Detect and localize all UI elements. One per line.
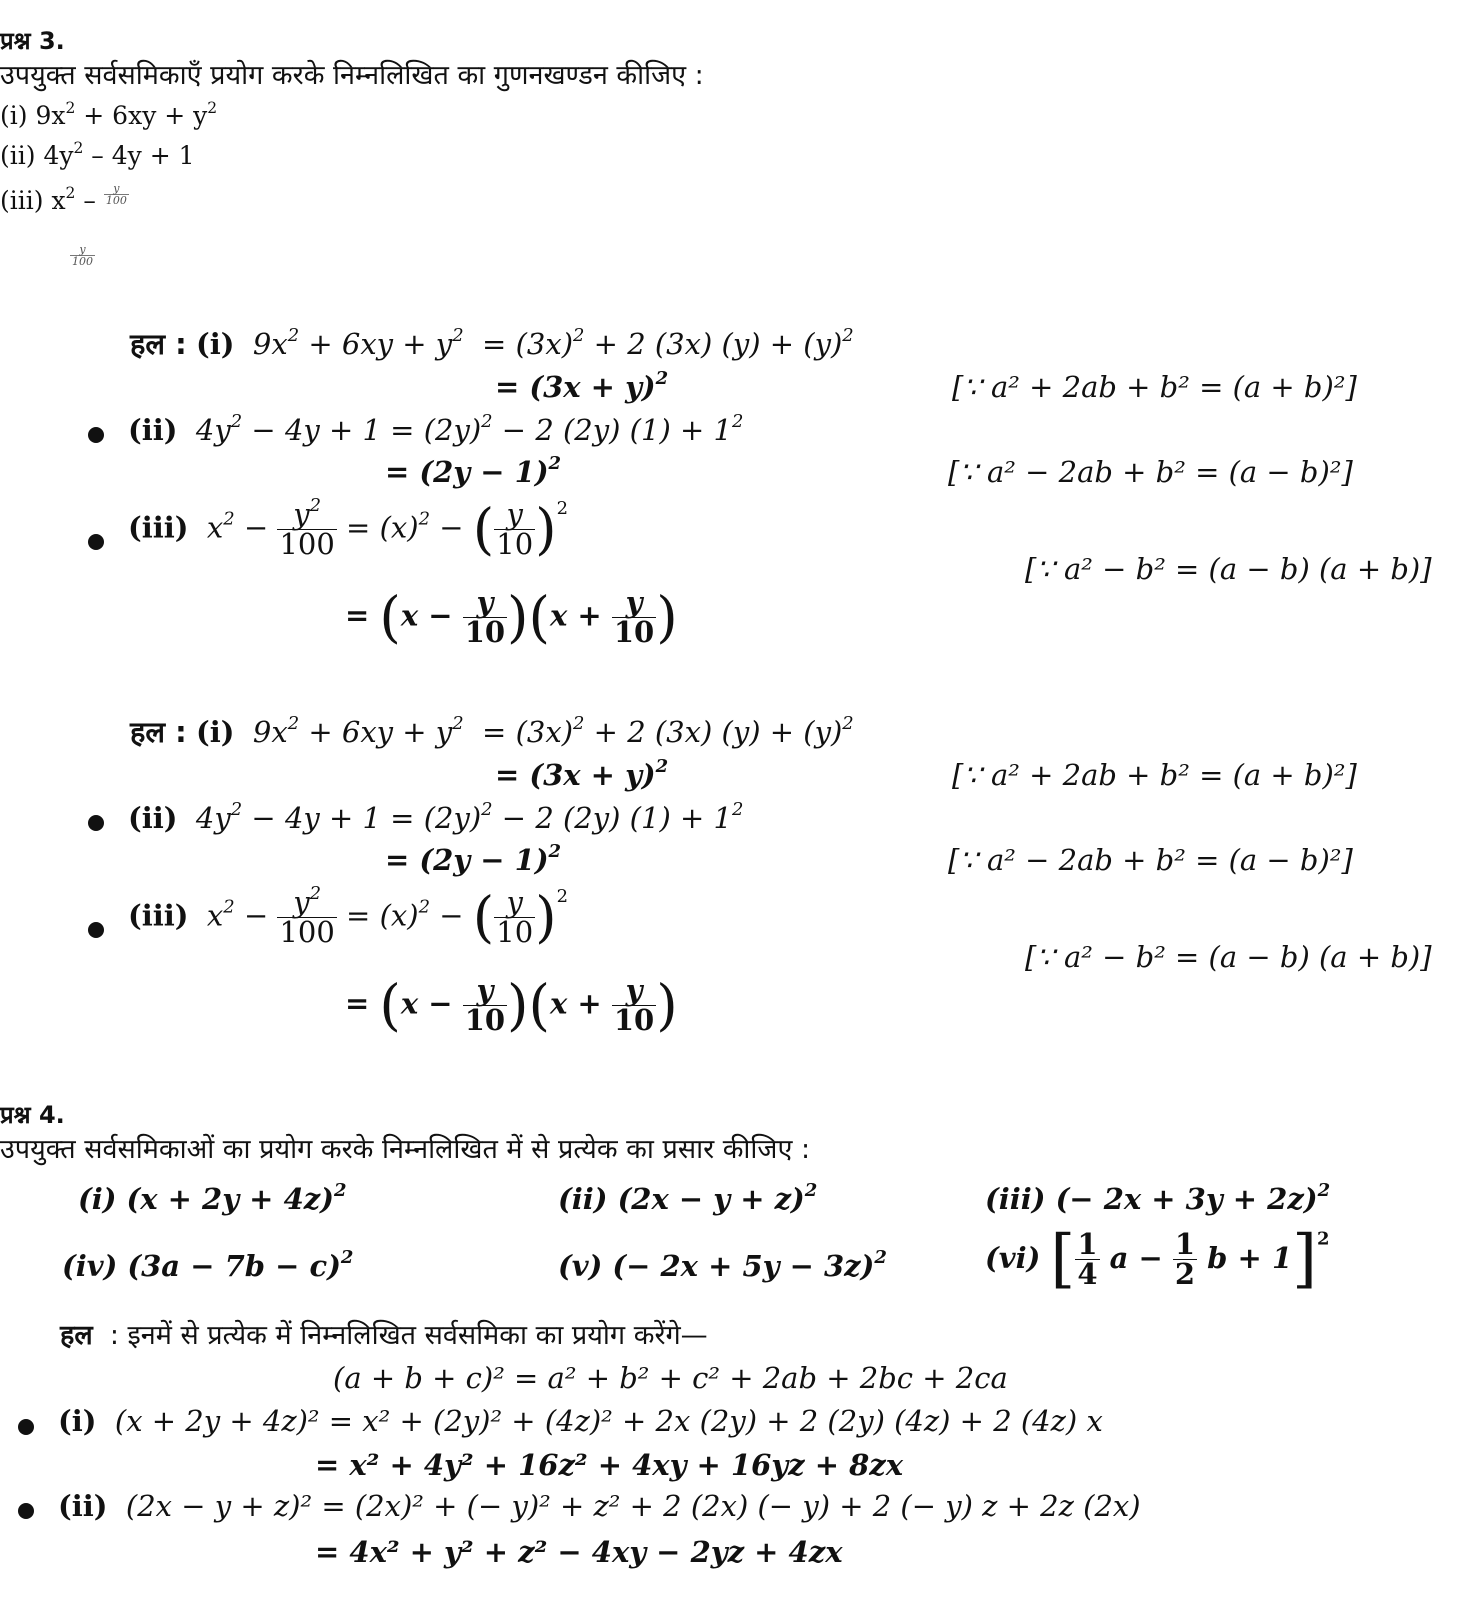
q3-identity-3: [∵ a² − b² = (a − b) (a + b)] <box>1025 552 1432 586</box>
q4-item-iv: (iv) $(3a - 7b - c)^2$ <box>62 1247 354 1283</box>
q4-item-v: (v) (− 2x + 5y − 3z)$^2$ <box>558 1247 887 1283</box>
q3-problem-iii: (iii) $x^2$ – $\frac{y}{100}$ <box>0 182 127 215</box>
q3-sol-ii-line2: = $(2y - 1)^2$ <box>385 453 562 489</box>
bullet-icon <box>88 534 104 550</box>
q3-sol-ii-line2: = $(2y - 1)^2$ <box>385 841 562 877</box>
q4-sol-i-line2: = x² + 4y² + 16z² + 4xy + 16yz + 8zx <box>315 1448 904 1482</box>
q4-item-ii: (ii) $(2x - y + z)^2$ <box>558 1180 818 1216</box>
q4-heading: प्रश्न 4. <box>0 1101 65 1129</box>
q3-sol-iii-line1: (iii) $x^2$ − $\frac{y^2}{100}$ = $(x)^2$ − ( $\frac{y}{10}$ )$^2$ <box>128 495 569 561</box>
q3-sol-ii-line1: (ii) $4y^2 - 4y + 1 = (2y)^2 - 2$ (2y) $(1) + 1^2$ <box>128 799 744 835</box>
q4-solution-intro: हल : इनमें से प्रत्येक में निम्नलिखित सर्वसमिका का प्रयोग करेंगे— <box>60 1320 708 1351</box>
q3-sol-i-line2: = $(3x + y)^2$ <box>495 756 669 792</box>
q4-item-i: (i) $(x + 2y + 4z)^2$ <box>78 1180 347 1216</box>
bullet-icon <box>88 815 104 831</box>
q3-identity-2: [∵ a² − 2ab + b² = (a − b)²] <box>948 455 1353 489</box>
q3-identity-3: [∵ a² − b² = (a − b) (a + b)] <box>1025 940 1432 974</box>
q4-sol-i-line1: (i) (x + 2y + 4z)² = x² + (2y)² + (4z)² + 2x (2y) + 2 (2y) (4z) + 2 (4z) x <box>58 1404 1103 1438</box>
q4-item-vi: (vi) [ $\frac{1}{4}$ a − $\frac{1}{2}$ b + 1]$^2$ <box>985 1222 1330 1296</box>
q3-question: उपयुक्त सर्वसमिकाएँ प्रयोग करके निम्नलिखित का गुणनखण्डन कीजिए : <box>0 60 704 91</box>
bullet-icon <box>88 922 104 938</box>
q3-sol-iii-line2: = (x − $\frac{y}{10}$ )(x + $\frac{y}{10}$ ) <box>345 972 678 1037</box>
q3-sol-iii-line2: = (x − $\frac{y}{10}$ )(x + $\frac{y}{10}$ ) <box>345 584 678 649</box>
q3-sol-iii-line1: (iii) $x^2$ − $\frac{y^2}{100}$ = $(x)^2$ − ( $\frac{y}{10}$ )$^2$ <box>128 883 569 949</box>
bullet-icon <box>18 1419 34 1435</box>
q4-question: उपयुक्त सर्वसमिकाओं का प्रयोग करके निम्नलिखित में से प्रत्येक का प्रसार कीजिए : <box>0 1134 811 1165</box>
q3-sol-i-line1: हल : (i) $9x^2 + 6xy + y^2 = (3x)^2 + 2$ (3x) $(y) + (y)^2$ <box>130 325 854 361</box>
bullet-icon <box>88 427 104 443</box>
q4-identity: (a + b + c)² = a² + b² + c² + 2ab + 2bc + 2ca <box>333 1361 1008 1395</box>
bullet-icon <box>18 1503 34 1519</box>
q3-sol-ii-line1: (ii) $4y^2 - 4y + 1 = (2y)^2 - 2$ (2y) $(1) + 1^2$ <box>128 411 744 447</box>
q3-sol-i-line1: हल : (i) $9x^2 + 6xy + y^2 = (3x)^2 + 2$ (3x) $(y) + (y)^2$ <box>130 713 854 749</box>
q3-sol-i-line2: = $(3x + y)^2$ <box>495 368 669 404</box>
q3-problem-ii: (ii) $4y^2 - 4y + 1$ <box>0 138 195 170</box>
q4-item-iii: (iii) (− 2x + 3y + 2z)$^2$ <box>985 1180 1331 1216</box>
q3-identity-2: [∵ a² − 2ab + b² = (a − b)²] <box>948 843 1353 877</box>
q3-heading: प्रश्न 3. <box>0 27 65 55</box>
q4-sol-ii-line1: (ii) (2x − y + z)² = (2x)² + (− y)² + z² + 2 (2x) (− y) + 2 (− y) z + 2z (2x) <box>58 1489 1141 1523</box>
q3-identity-1: [∵ a² + 2ab + b² = (a + b)²] <box>952 758 1357 792</box>
q3-identity-1: [∵ a² + 2ab + b² = (a + b)²] <box>952 370 1357 404</box>
q3-stray-fraction: $\frac{y}{100}$ <box>72 243 93 268</box>
q3-problem-i: (i) $9x^2 + 6xy + y^2$ <box>0 98 218 130</box>
q4-sol-ii-line2: = 4x² + y² + z² − 4xy − 2yz + 4zx <box>315 1535 843 1569</box>
